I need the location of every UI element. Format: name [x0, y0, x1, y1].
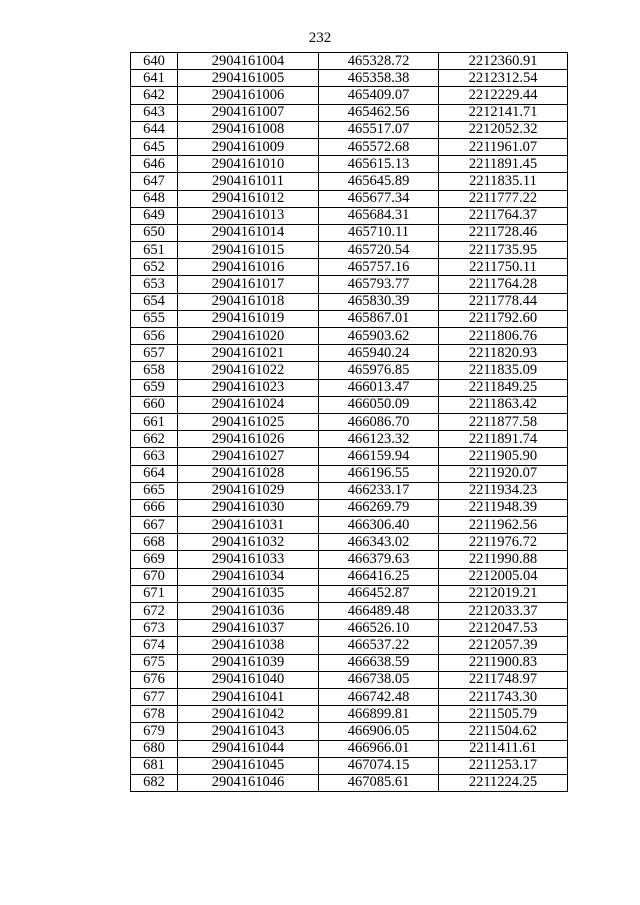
point-code-cell: 2904161031 — [178, 517, 319, 534]
y-coordinate-cell: 2211411.61 — [439, 740, 568, 757]
x-coordinate-cell: 466269.79 — [319, 499, 439, 516]
row-number-cell: 680 — [131, 740, 178, 757]
y-coordinate-cell: 2211792.60 — [439, 310, 568, 327]
point-code-cell: 2904161007 — [178, 104, 319, 121]
y-coordinate-cell: 2211505.79 — [439, 706, 568, 723]
y-coordinate-cell: 2212141.71 — [439, 104, 568, 121]
table-row — [131, 499, 568, 516]
row-number-cell: 663 — [131, 448, 178, 465]
point-code-cell: 2904161025 — [178, 413, 319, 430]
table-row — [131, 688, 568, 705]
row-number-cell: 667 — [131, 517, 178, 534]
row-number-cell: 657 — [131, 345, 178, 362]
x-coordinate-cell: 465757.16 — [319, 259, 439, 276]
y-coordinate-cell: 2211764.37 — [439, 207, 568, 224]
table-row — [131, 224, 568, 241]
table-row — [131, 534, 568, 551]
x-coordinate-cell: 466742.48 — [319, 688, 439, 705]
point-code-cell: 2904161046 — [178, 774, 319, 791]
x-coordinate-cell: 465720.54 — [319, 242, 439, 259]
row-number-cell: 678 — [131, 706, 178, 723]
point-code-cell: 2904161026 — [178, 431, 319, 448]
point-code-cell: 2904161024 — [178, 396, 319, 413]
point-code-cell: 2904161027 — [178, 448, 319, 465]
point-code-cell: 2904161032 — [178, 534, 319, 551]
row-number-cell: 681 — [131, 757, 178, 774]
table-row — [131, 156, 568, 173]
y-coordinate-cell: 2211504.62 — [439, 723, 568, 740]
point-code-cell: 2904161034 — [178, 568, 319, 585]
x-coordinate-cell: 465572.68 — [319, 138, 439, 155]
y-coordinate-cell: 2211750.11 — [439, 259, 568, 276]
table-row — [131, 293, 568, 310]
point-code-cell: 2904161037 — [178, 620, 319, 637]
x-coordinate-cell: 466123.32 — [319, 431, 439, 448]
point-code-cell: 2904161015 — [178, 242, 319, 259]
table-row — [131, 207, 568, 224]
table-row — [131, 87, 568, 104]
y-coordinate-cell: 2212360.91 — [439, 53, 568, 70]
y-coordinate-cell: 2211891.45 — [439, 156, 568, 173]
x-coordinate-cell: 465830.39 — [319, 293, 439, 310]
row-number-cell: 649 — [131, 207, 178, 224]
y-coordinate-cell: 2211735.95 — [439, 242, 568, 259]
table-row — [131, 585, 568, 602]
table-row — [131, 396, 568, 413]
point-code-cell: 2904161030 — [178, 499, 319, 516]
x-coordinate-cell: 466196.55 — [319, 465, 439, 482]
y-coordinate-cell: 2211748.97 — [439, 671, 568, 688]
x-coordinate-cell: 465358.38 — [319, 70, 439, 87]
y-coordinate-cell: 2212047.53 — [439, 620, 568, 637]
table-row — [131, 242, 568, 259]
row-number-cell: 672 — [131, 603, 178, 620]
row-number-cell: 671 — [131, 585, 178, 602]
x-coordinate-cell: 465615.13 — [319, 156, 439, 173]
y-coordinate-cell: 2211764.28 — [439, 276, 568, 293]
x-coordinate-cell: 466416.25 — [319, 568, 439, 585]
row-number-cell: 644 — [131, 121, 178, 138]
row-number-cell: 648 — [131, 190, 178, 207]
row-number-cell: 642 — [131, 87, 178, 104]
row-number-cell: 656 — [131, 328, 178, 345]
x-coordinate-cell: 465940.24 — [319, 345, 439, 362]
y-coordinate-cell: 2212019.21 — [439, 585, 568, 602]
y-coordinate-cell: 2211934.23 — [439, 482, 568, 499]
row-number-cell: 675 — [131, 654, 178, 671]
point-code-cell: 2904161033 — [178, 551, 319, 568]
y-coordinate-cell: 2212312.54 — [439, 70, 568, 87]
point-code-cell: 2904161008 — [178, 121, 319, 138]
point-code-cell: 2904161045 — [178, 757, 319, 774]
table-row — [131, 173, 568, 190]
row-number-cell: 665 — [131, 482, 178, 499]
point-code-cell: 2904161014 — [178, 224, 319, 241]
x-coordinate-cell: 465409.07 — [319, 87, 439, 104]
x-coordinate-cell: 466050.09 — [319, 396, 439, 413]
x-coordinate-cell: 466526.10 — [319, 620, 439, 637]
y-coordinate-cell: 2211948.39 — [439, 499, 568, 516]
x-coordinate-cell: 466306.40 — [319, 517, 439, 534]
point-code-cell: 2904161022 — [178, 362, 319, 379]
y-coordinate-cell: 2211253.17 — [439, 757, 568, 774]
point-code-cell: 2904161017 — [178, 276, 319, 293]
y-coordinate-cell: 2212033.37 — [439, 603, 568, 620]
table-row — [131, 276, 568, 293]
x-coordinate-cell: 466379.63 — [319, 551, 439, 568]
row-number-cell: 655 — [131, 310, 178, 327]
table-row — [131, 121, 568, 138]
table-row — [131, 345, 568, 362]
row-number-cell: 640 — [131, 53, 178, 70]
row-number-cell: 660 — [131, 396, 178, 413]
coordinates-table — [130, 52, 568, 792]
y-coordinate-cell: 2211891.74 — [439, 431, 568, 448]
row-number-cell: 669 — [131, 551, 178, 568]
x-coordinate-cell: 465710.11 — [319, 224, 439, 241]
x-coordinate-cell: 465677.34 — [319, 190, 439, 207]
point-code-cell: 2904161016 — [178, 259, 319, 276]
row-number-cell: 682 — [131, 774, 178, 791]
row-number-cell: 666 — [131, 499, 178, 516]
y-coordinate-cell: 2211905.90 — [439, 448, 568, 465]
table-row — [131, 53, 568, 70]
row-number-cell: 652 — [131, 259, 178, 276]
x-coordinate-cell: 466966.01 — [319, 740, 439, 757]
point-code-cell: 2904161009 — [178, 138, 319, 155]
x-coordinate-cell: 465976.85 — [319, 362, 439, 379]
page-number: 232 — [308, 30, 332, 46]
table-row — [131, 637, 568, 654]
table-row — [131, 706, 568, 723]
table-row — [131, 190, 568, 207]
y-coordinate-cell: 2211849.25 — [439, 379, 568, 396]
point-code-cell: 2904161018 — [178, 293, 319, 310]
point-code-cell: 2904161019 — [178, 310, 319, 327]
point-code-cell: 2904161043 — [178, 723, 319, 740]
row-number-cell: 643 — [131, 104, 178, 121]
y-coordinate-cell: 2212005.04 — [439, 568, 568, 585]
point-code-cell: 2904161006 — [178, 87, 319, 104]
point-code-cell: 2904161011 — [178, 173, 319, 190]
y-coordinate-cell: 2211920.07 — [439, 465, 568, 482]
row-number-cell: 653 — [131, 276, 178, 293]
point-code-cell: 2904161023 — [178, 379, 319, 396]
point-code-cell: 2904161012 — [178, 190, 319, 207]
point-code-cell: 2904161038 — [178, 637, 319, 654]
table-row — [131, 517, 568, 534]
y-coordinate-cell: 2211777.22 — [439, 190, 568, 207]
table-row — [131, 138, 568, 155]
table-row — [131, 568, 568, 585]
y-coordinate-cell: 2211962.56 — [439, 517, 568, 534]
table-row — [131, 740, 568, 757]
point-code-cell: 2904161036 — [178, 603, 319, 620]
table-row — [131, 482, 568, 499]
row-number-cell: 679 — [131, 723, 178, 740]
row-number-cell: 647 — [131, 173, 178, 190]
point-code-cell: 2904161039 — [178, 654, 319, 671]
row-number-cell: 677 — [131, 688, 178, 705]
y-coordinate-cell: 2211224.25 — [439, 774, 568, 791]
y-coordinate-cell: 2211820.93 — [439, 345, 568, 362]
row-number-cell: 661 — [131, 413, 178, 430]
x-coordinate-cell: 465867.01 — [319, 310, 439, 327]
y-coordinate-cell: 2212229.44 — [439, 87, 568, 104]
x-coordinate-cell: 465462.56 — [319, 104, 439, 121]
x-coordinate-cell: 466906.05 — [319, 723, 439, 740]
x-coordinate-cell: 466343.02 — [319, 534, 439, 551]
point-code-cell: 2904161005 — [178, 70, 319, 87]
table-row — [131, 774, 568, 791]
table-row — [131, 465, 568, 482]
point-code-cell: 2904161042 — [178, 706, 319, 723]
row-number-cell: 662 — [131, 431, 178, 448]
x-coordinate-cell: 465645.89 — [319, 173, 439, 190]
table-row — [131, 104, 568, 121]
x-coordinate-cell: 465793.77 — [319, 276, 439, 293]
table-body — [131, 53, 568, 792]
x-coordinate-cell: 466489.48 — [319, 603, 439, 620]
x-coordinate-cell: 467085.61 — [319, 774, 439, 791]
y-coordinate-cell: 2211863.42 — [439, 396, 568, 413]
y-coordinate-cell: 2211900.83 — [439, 654, 568, 671]
point-code-cell: 2904161004 — [178, 53, 319, 70]
x-coordinate-cell: 466233.17 — [319, 482, 439, 499]
table-row — [131, 379, 568, 396]
x-coordinate-cell: 466638.59 — [319, 654, 439, 671]
point-code-cell: 2904161044 — [178, 740, 319, 757]
x-coordinate-cell: 466452.87 — [319, 585, 439, 602]
y-coordinate-cell: 2211778.44 — [439, 293, 568, 310]
row-number-cell: 650 — [131, 224, 178, 241]
y-coordinate-cell: 2211835.11 — [439, 173, 568, 190]
point-code-cell: 2904161013 — [178, 207, 319, 224]
y-coordinate-cell: 2211976.72 — [439, 534, 568, 551]
table-row — [131, 431, 568, 448]
x-coordinate-cell: 466899.81 — [319, 706, 439, 723]
row-number-cell: 673 — [131, 620, 178, 637]
x-coordinate-cell: 466013.47 — [319, 379, 439, 396]
table-row — [131, 448, 568, 465]
table-row — [131, 620, 568, 637]
x-coordinate-cell: 466738.05 — [319, 671, 439, 688]
table-row — [131, 757, 568, 774]
y-coordinate-cell: 2211728.46 — [439, 224, 568, 241]
row-number-cell: 651 — [131, 242, 178, 259]
x-coordinate-cell: 467074.15 — [319, 757, 439, 774]
y-coordinate-cell: 2211961.07 — [439, 138, 568, 155]
table-row — [131, 654, 568, 671]
row-number-cell: 668 — [131, 534, 178, 551]
y-coordinate-cell: 2211806.76 — [439, 328, 568, 345]
x-coordinate-cell: 466537.22 — [319, 637, 439, 654]
x-coordinate-cell: 466086.70 — [319, 413, 439, 430]
x-coordinate-cell: 465517.07 — [319, 121, 439, 138]
row-number-cell: 664 — [131, 465, 178, 482]
y-coordinate-cell: 2212052.32 — [439, 121, 568, 138]
point-code-cell: 2904161035 — [178, 585, 319, 602]
table-row — [131, 362, 568, 379]
point-code-cell: 2904161020 — [178, 328, 319, 345]
x-coordinate-cell: 466159.94 — [319, 448, 439, 465]
table-row — [131, 603, 568, 620]
point-code-cell: 2904161021 — [178, 345, 319, 362]
x-coordinate-cell: 465328.72 — [319, 53, 439, 70]
row-number-cell: 670 — [131, 568, 178, 585]
row-number-cell: 676 — [131, 671, 178, 688]
y-coordinate-cell: 2211877.58 — [439, 413, 568, 430]
point-code-cell: 2904161040 — [178, 671, 319, 688]
x-coordinate-cell: 465684.31 — [319, 207, 439, 224]
row-number-cell: 659 — [131, 379, 178, 396]
y-coordinate-cell: 2211835.09 — [439, 362, 568, 379]
table-row — [131, 551, 568, 568]
table-row — [131, 328, 568, 345]
table-row — [131, 310, 568, 327]
point-code-cell: 2904161041 — [178, 688, 319, 705]
table-row — [131, 259, 568, 276]
row-number-cell: 674 — [131, 637, 178, 654]
row-number-cell: 641 — [131, 70, 178, 87]
table-row — [131, 723, 568, 740]
row-number-cell: 658 — [131, 362, 178, 379]
table-row — [131, 70, 568, 87]
row-number-cell: 646 — [131, 156, 178, 173]
x-coordinate-cell: 465903.62 — [319, 328, 439, 345]
row-number-cell: 645 — [131, 138, 178, 155]
point-code-cell: 2904161010 — [178, 156, 319, 173]
table-row — [131, 413, 568, 430]
y-coordinate-cell: 2211990.88 — [439, 551, 568, 568]
table-row — [131, 671, 568, 688]
point-code-cell: 2904161029 — [178, 482, 319, 499]
y-coordinate-cell: 2211743.30 — [439, 688, 568, 705]
y-coordinate-cell: 2212057.39 — [439, 637, 568, 654]
point-code-cell: 2904161028 — [178, 465, 319, 482]
row-number-cell: 654 — [131, 293, 178, 310]
